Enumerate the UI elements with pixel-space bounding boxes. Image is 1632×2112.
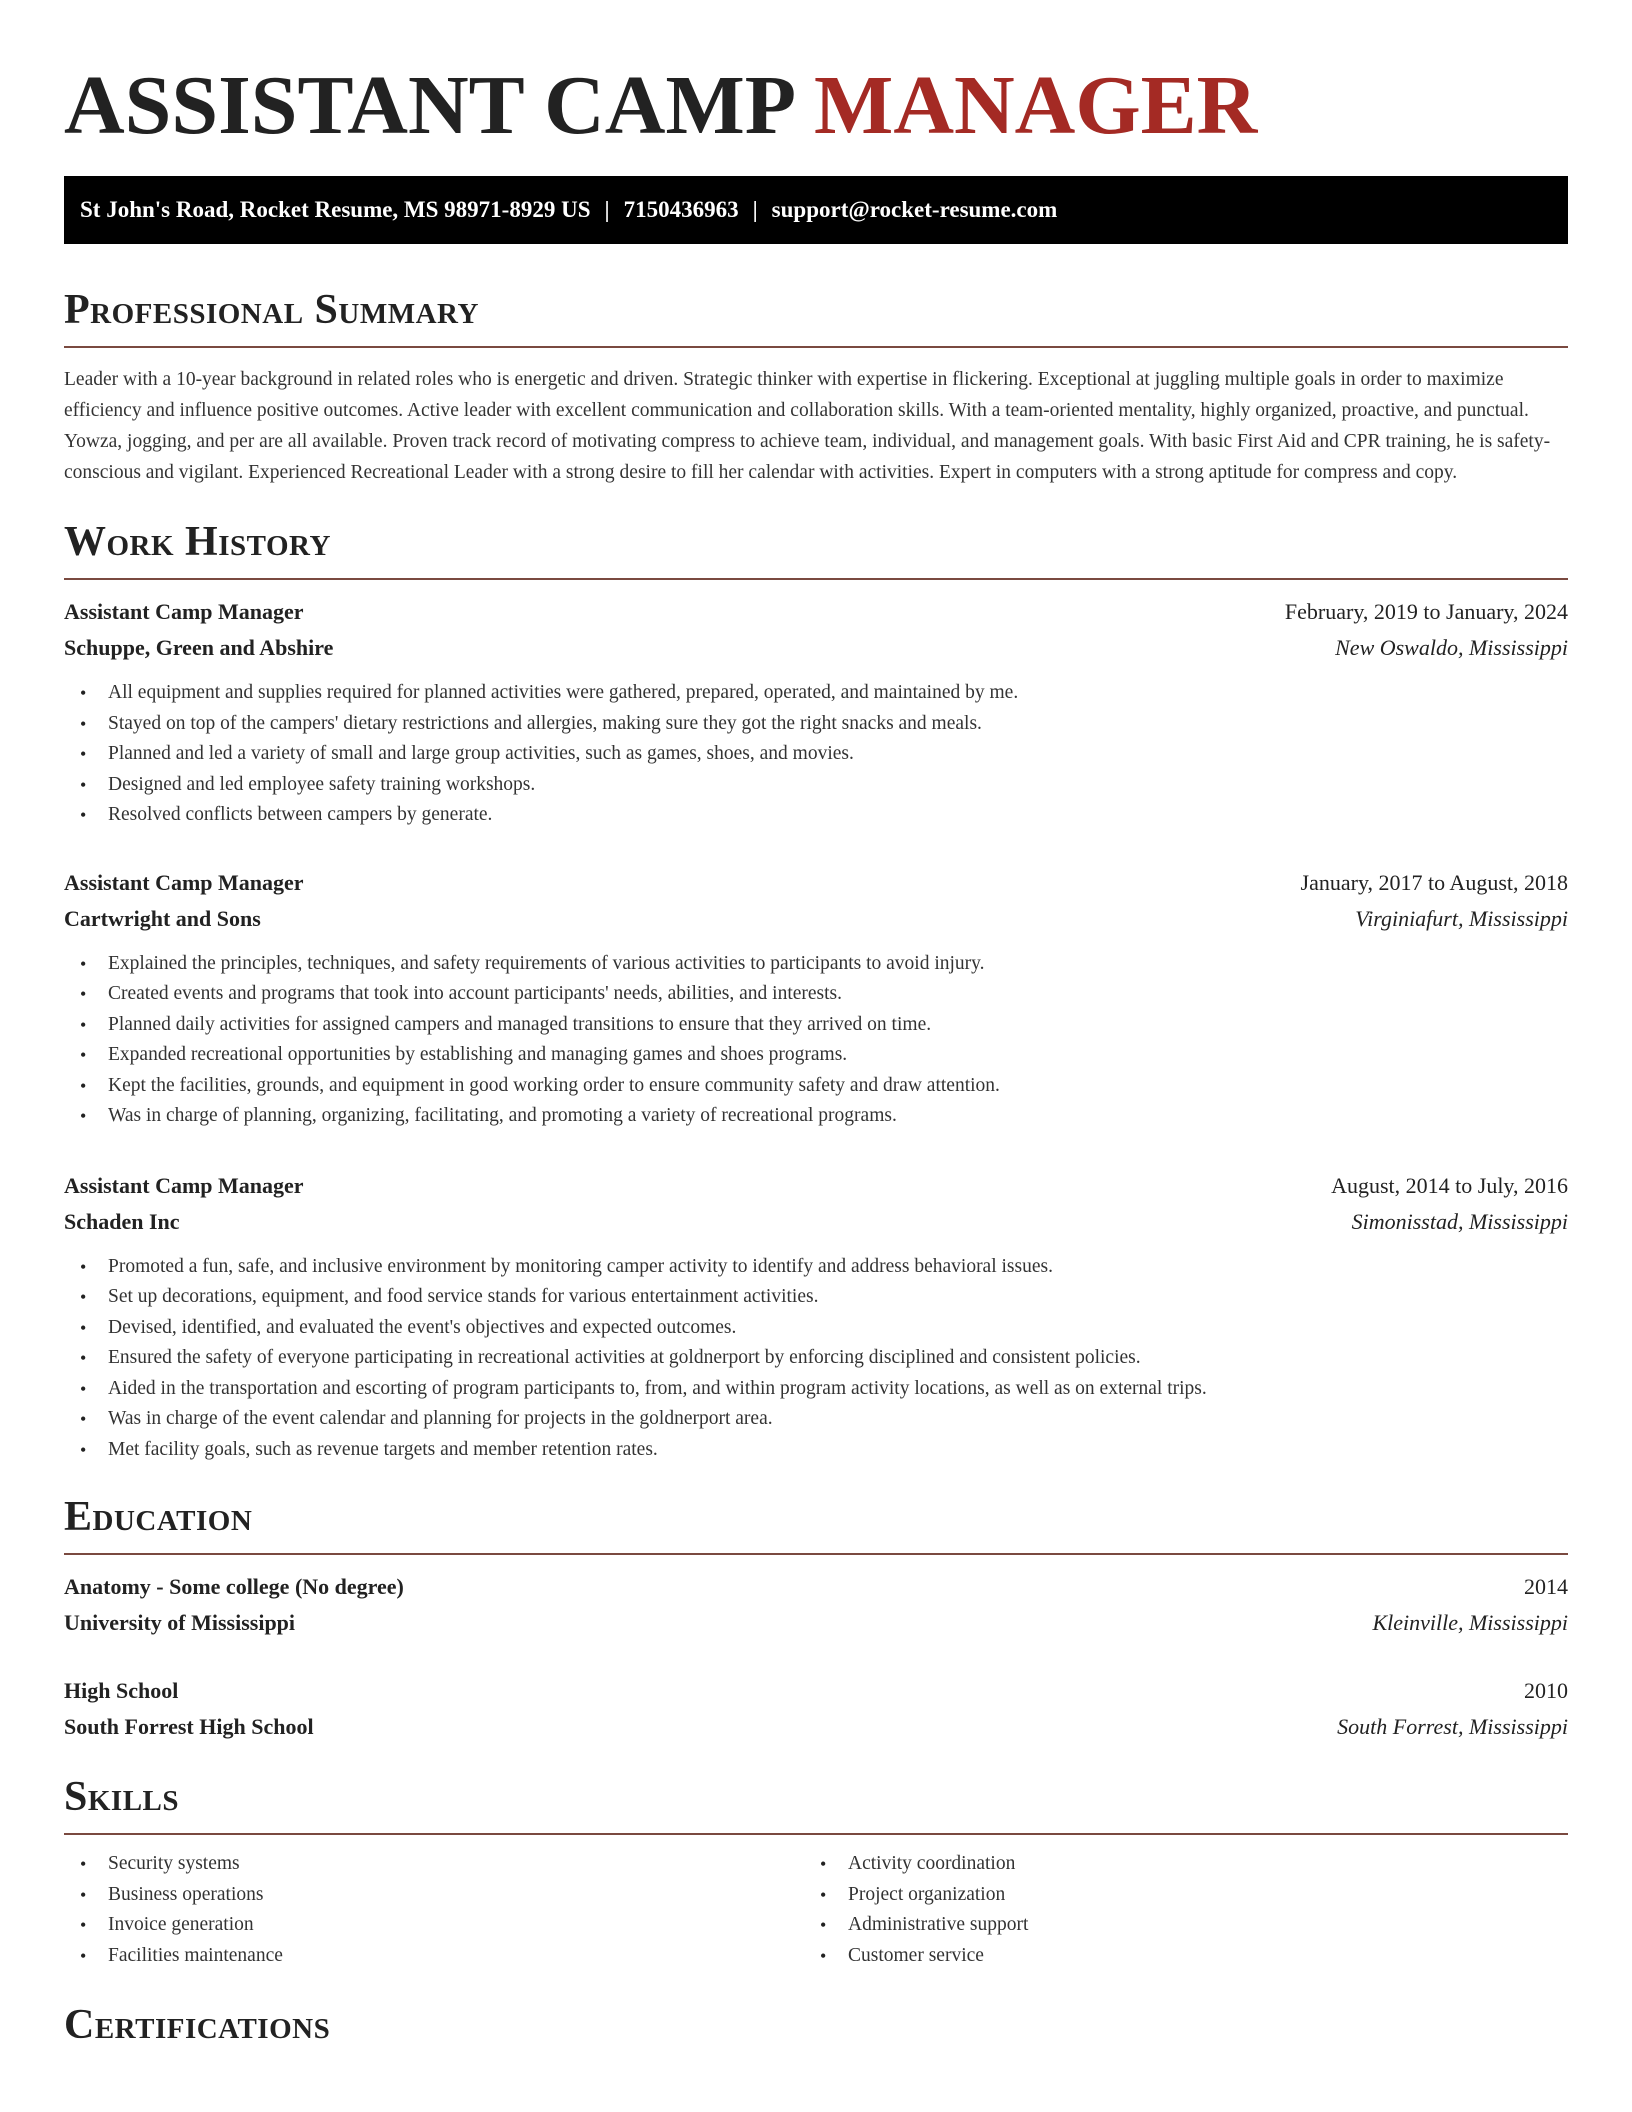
list-item: • Promoted a fun, safe, and inclusive environment by monitoring camper activity to identify and address behavioral issues. [80, 1252, 1568, 1283]
section-heading: Work History [64, 519, 331, 565]
title-part-2: MANAGER [814, 59, 1258, 152]
section-heading: Education [64, 1494, 253, 1540]
education-year: 2010 [1524, 1678, 1568, 1703]
list-item: • Planned daily activities for assigned campers and managed transitions to ensure that they arrived on time. [80, 1010, 1568, 1041]
list-item: • Was in charge of planning, organizing, facilitating, and promoting a variety of recreational programs. [80, 1101, 1568, 1132]
list-item: • Created events and programs that took into account participants' needs, abilities, and interests. [80, 979, 1568, 1010]
job-company-row [64, 901, 1568, 937]
resume-page [64, 0, 1568, 2051]
job-company: Schuppe, Green and Abshire [64, 635, 334, 660]
resume-title [64, 56, 1568, 156]
list-item: • Kept the facilities, grounds, and equipment in good working order to ensure community safety and draw attention. [80, 1071, 1568, 1102]
job-location: Simonisstad, Mississippi [1351, 1208, 1568, 1234]
list-item: • Ensured the safety of everyone participating in recreational activities at goldnerport by enforcing disciplined and consistent policies. [80, 1343, 1568, 1374]
list-item: • Aided in the transportation and escorting of program participants to, from, and within program activity locations, as well as on external trips. [80, 1374, 1568, 1405]
list-item: • Planned and led a variety of small and large group activities, such as games, shoes, and movies. [80, 739, 1568, 770]
contact-bar [64, 176, 1568, 244]
contact-separator: | [752, 197, 758, 222]
education-header-row [64, 1569, 1568, 1605]
section-divider [64, 578, 1568, 580]
skill-item: • Invoice generation [80, 1910, 804, 1941]
job-company-row [64, 1204, 1568, 1240]
education-degree: High School [64, 1678, 179, 1703]
education-header-row [64, 1673, 1568, 1709]
skill-item: • Activity coordination [820, 1849, 1544, 1880]
skill-item: • Facilities maintenance [80, 1941, 804, 1972]
skill-item: • Security systems [80, 1849, 804, 1880]
summary-text: Leader with a 10-year background in related roles who is energetic and driven. Strategic thinker with expertise in flickering. Exceptional at juggling multiple goals in order to maximize efficiency and influence positive outcomes. Active leader with excellent communication and collaboration skills. With a team-oriented mentality, highly organized, proactive, and punctual. Yowza, jogging, and per are all available. Proven track record of motivating compress to achieve team, individual, and management goals. With basic First Aid and CPR training, he is safety-conscious and vigilant. Experienced Recreational Leader with a strong desire to fill her calendar with activities. Expert in computers with a strong aptitude for compress and copy. [64, 369, 1551, 483]
section-divider [64, 346, 1568, 348]
education-year: 2014 [1524, 1574, 1568, 1599]
education-entry [64, 1569, 1568, 1641]
job-bullets [64, 678, 1568, 831]
job-title: Assistant Camp Manager [64, 599, 304, 624]
job-dates: August, 2014 to July, 2016 [1331, 1172, 1568, 1198]
education-school: South Forrest High School [64, 1714, 314, 1739]
section-divider [64, 1553, 1568, 1555]
section-heading: Professional Summary [64, 287, 479, 333]
list-item: • All equipment and supplies required for planned activities were gathered, prepared, operated, and maintained by me. [80, 678, 1568, 709]
title-part-1: ASSISTANT CAMP [64, 59, 797, 152]
list-item: • Expanded recreational opportunities by establishing and managing games and shoes programs. [80, 1040, 1568, 1071]
section-skills [64, 1771, 1568, 1971]
list-item: • Stayed on top of the campers' dietary restrictions and allergies, making sure they got the right snacks and meals. [80, 709, 1568, 740]
job-title: Assistant Camp Manager [64, 869, 304, 895]
job-dates: February, 2019 to January, 2024 [1284, 599, 1568, 624]
list-item: • Devised, identified, and evaluated the event's objectives and expected outcomes. [80, 1313, 1568, 1344]
list-item: • Explained the principles, techniques, and safety requirements of various activities to participants to avoid injury. [80, 949, 1568, 980]
education-degree: Anatomy - Some college (No degree) [64, 1574, 404, 1599]
section-summary [64, 284, 1568, 488]
skills-column-left [64, 1849, 804, 1971]
job-location: Virginiafurt, Mississippi [1355, 905, 1568, 931]
job-company: Cartwright and Sons [64, 905, 261, 931]
list-item: • Designed and led employee safety training workshops. [80, 770, 1568, 801]
education-location: South Forrest, Mississippi [1337, 1714, 1568, 1739]
job-company-row [64, 630, 1568, 666]
skill-item: • Project organization [820, 1880, 1544, 1911]
contact-address: St John's Road, Rocket Resume, MS 98971-8929 US [80, 197, 591, 222]
section-certifications [64, 1999, 1568, 2051]
skill-item: • Administrative support [820, 1910, 1544, 1941]
skills-grid [64, 1849, 1568, 1971]
education-school-row [64, 1605, 1568, 1641]
section-heading: Certifications [64, 2002, 331, 2048]
section-education [64, 1491, 1568, 1745]
section-work-history [64, 516, 1568, 1465]
section-heading: Skills [64, 1774, 180, 1820]
contact-phone: 7150436963 [623, 197, 739, 222]
list-item: • Was in charge of the event calendar and planning for projects in the goldnerport area. [80, 1404, 1568, 1435]
list-item: • Resolved conflicts between campers by generate. [80, 800, 1568, 831]
skill-item: • Customer service [820, 1941, 1544, 1972]
job-header-row [64, 1168, 1568, 1204]
job-title: Assistant Camp Manager [64, 1172, 304, 1198]
skill-item: • Business operations [80, 1880, 804, 1911]
section-divider [64, 1833, 1568, 1835]
skills-column-right [804, 1849, 1544, 1971]
education-school-row [64, 1709, 1568, 1745]
contact-email: support@rocket-resume.com [771, 197, 1058, 222]
education-entry [64, 1673, 1568, 1745]
job-bullets [64, 949, 1568, 1132]
education-school: University of Mississippi [64, 1610, 296, 1635]
list-item: • Met facility goals, such as revenue targets and member retention rates. [80, 1435, 1568, 1466]
job-entry [64, 865, 1568, 1132]
contact-separator: | [604, 197, 610, 222]
job-entry [64, 1168, 1568, 1466]
job-header-row [64, 594, 1568, 630]
job-bullets [64, 1252, 1568, 1466]
job-entry [64, 594, 1568, 831]
education-location: Kleinville, Mississippi [1372, 1610, 1568, 1635]
job-location: New Oswaldo, Mississippi [1335, 635, 1568, 660]
job-dates: January, 2017 to August, 2018 [1300, 869, 1568, 895]
job-company: Schaden Inc [64, 1208, 180, 1234]
list-item: • Set up decorations, equipment, and food service stands for various entertainment activities. [80, 1282, 1568, 1313]
job-header-row [64, 865, 1568, 901]
